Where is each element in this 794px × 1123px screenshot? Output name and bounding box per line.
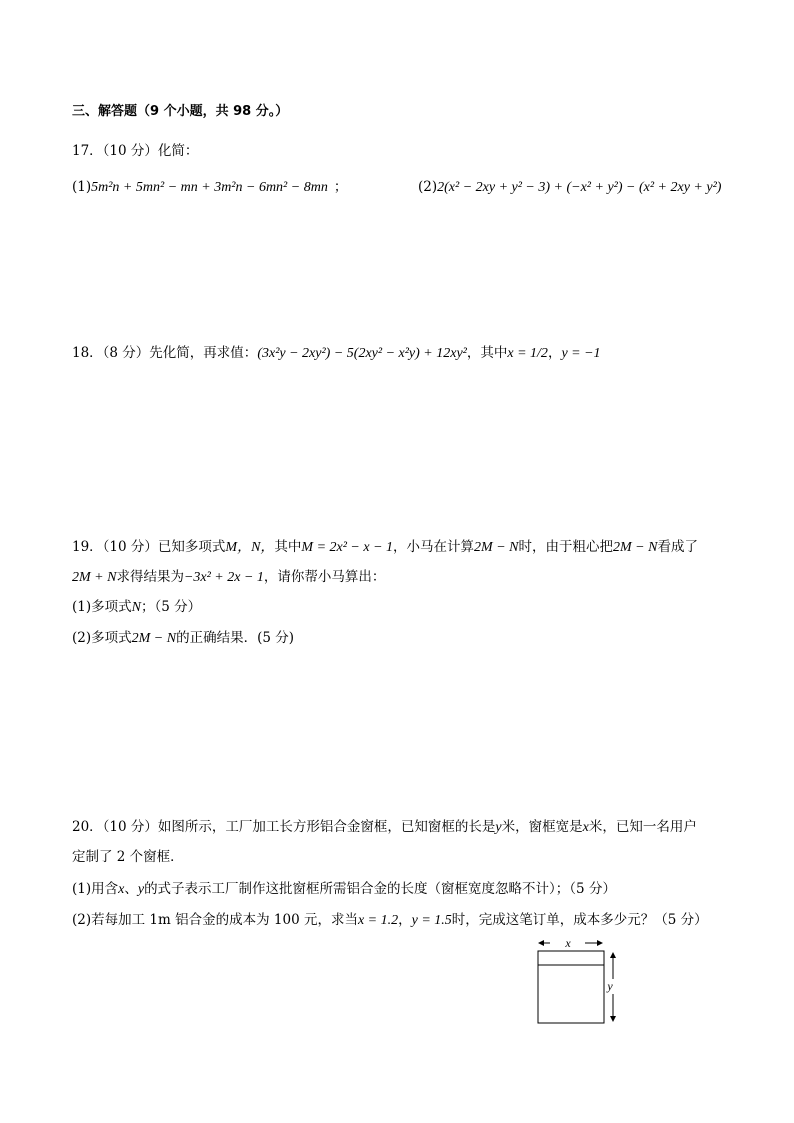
q19-part1-var: N (131, 600, 141, 615)
q20-part2-text-b: 时，完成这笔订单，成本多少元？（5 分） (451, 912, 708, 928)
q19-line1 (72, 538, 698, 557)
q19-line1-text-b: 其中 (274, 539, 302, 555)
q20-part2-text-a: (2)若每加工 1m 铝合金的成本为 100 元，求当 (72, 912, 358, 928)
q19-part2-tail: 的正确结果．(5 分) (176, 630, 294, 646)
q17-part2-expr: 2(x² − 2xy + y² − 3) + (−x² + y²) − (x² + 2xy + y²) (437, 180, 722, 195)
q18 (72, 344, 601, 363)
q19-line1-text-c: ，小马在计算 (393, 539, 475, 555)
q20-part1 (72, 880, 616, 899)
q19-part1 (72, 598, 201, 617)
q20-part2-sep: ， (398, 912, 412, 928)
q19-line2-text-b: ，请你帮小马算出： (263, 569, 386, 585)
q19-line1-text-d: 时，由于粗心把 (518, 539, 613, 555)
q19-part2 (72, 629, 294, 648)
q20-line1-text-c: 米，已知一名用户 (588, 819, 697, 835)
q19-expr-2m-minus-n-2: 2M − N (613, 540, 658, 555)
section-title: 三、解答题（9 个小题，共 98 分。） (72, 104, 289, 119)
window-frame-figure (530, 934, 625, 1029)
q18-x-value: x = 1/2 (507, 346, 548, 361)
q19-part2-label: (2)多项式 (72, 630, 132, 646)
q17-part1-label: (1) (72, 179, 92, 195)
q17-label: 17．（10 分）化简： (72, 143, 199, 159)
q20-part1-text-b: 的式子表示工厂制作这批窗框所需铝合金的长度（窗框宽度忽略不计）；（5 分） (144, 881, 616, 897)
q20-line2: 定制了 2 个窗框． (72, 849, 184, 865)
height-label: y (607, 979, 613, 993)
q20-line1 (72, 818, 697, 837)
q20-part2 (72, 911, 708, 930)
q20-part1-sep: 、 (124, 881, 138, 897)
q20-part2-x: x = 1.2 (357, 913, 399, 928)
q18-y-value: y = −1 (561, 346, 601, 361)
q20-line1-text-b: 米，窗框宽是 (501, 819, 583, 835)
q19-line1-text-e: 看成了 (657, 539, 698, 555)
q20-part1-y: y (137, 882, 145, 897)
q19-wrong-result: −3x² + 2x − 1 (183, 570, 264, 585)
q17-part1-expr: 5m²n + 5mn² − mn + 3m²n − 6mn² − 8mn (91, 180, 328, 195)
q17-part2-label: (2) (418, 179, 438, 195)
q19-line1-mn: M，N， (225, 540, 275, 555)
q17-part1 (72, 178, 347, 197)
q19-part1-label: (1)多项式 (72, 599, 132, 615)
q19-m-definition: M = 2x² − x − 1 (301, 540, 394, 555)
q19-line2-text-a: 求得结果为 (116, 569, 184, 585)
q17-part2 (418, 178, 721, 197)
q19-line2 (72, 568, 385, 587)
q18-cond-text: ，其中 (466, 345, 508, 361)
q20-part1-x: x (118, 882, 125, 897)
q18-sep: ， (547, 345, 562, 361)
frame-outline (538, 951, 604, 1023)
q19-expr-2m-minus-n: 2M − N (474, 540, 519, 555)
q19-part2-expr: 2M − N (131, 631, 177, 646)
q20-line1-x: x (582, 820, 589, 835)
q17-part1-end: ； (333, 179, 348, 195)
q18-expr: (3x²y − 2xy²) − 5(2xy² − x²y) + 12xy² (257, 346, 467, 361)
q20-line1-text-a: 20．（10 分）如图所示，工厂加工长方形铝合金窗框，已知窗框的长是 (72, 819, 496, 835)
q18-label: 18．（8 分）先化简，再求值： (72, 345, 258, 361)
q20-part1-text-a: (1)用含 (72, 881, 119, 897)
q19-expr-2m-plus-n: 2M + N (72, 570, 117, 585)
q19-line1-text-a: 19．（10 分）已知多项式 (72, 539, 226, 555)
q20-part2-y: y = 1.5 (411, 913, 452, 928)
width-label: x (565, 936, 571, 950)
q20-line1-y: y (495, 820, 502, 835)
q19-part1-tail: ；（5 分） (140, 599, 202, 615)
